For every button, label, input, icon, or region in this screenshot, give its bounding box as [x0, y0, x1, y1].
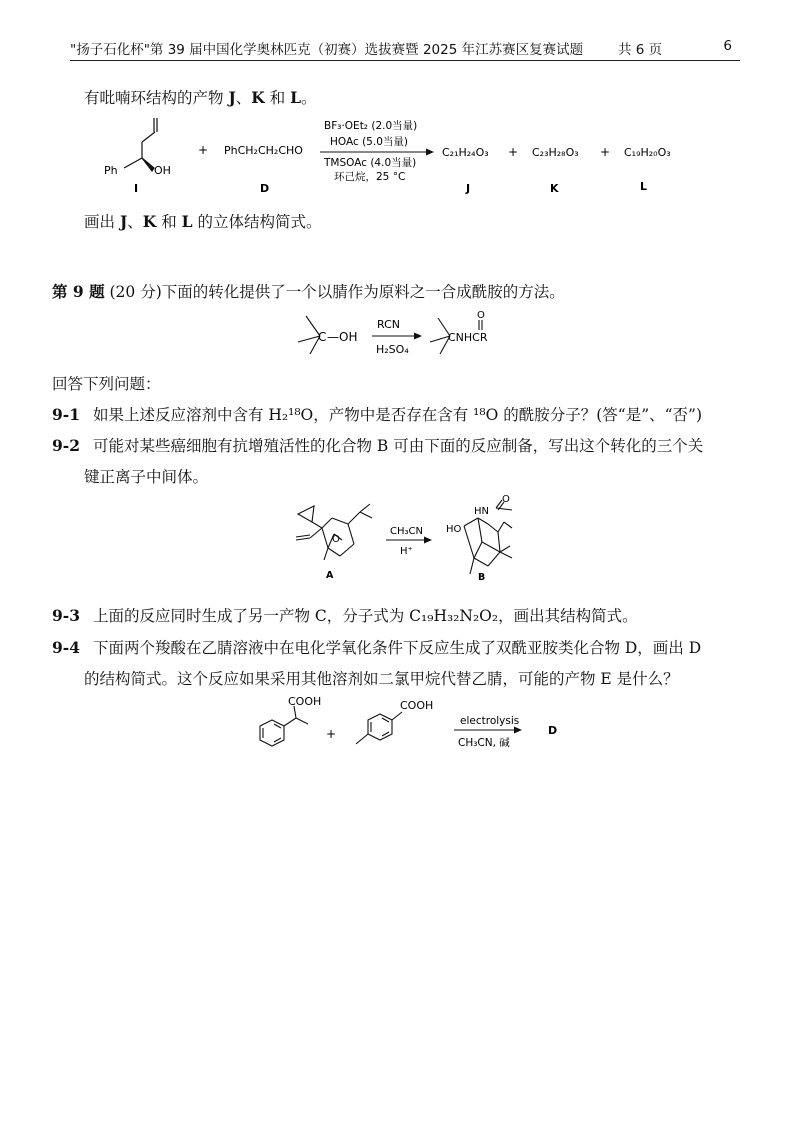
- reagent-electrolysis: electrolysis: [460, 715, 520, 727]
- tert-butanol-structure: [298, 316, 320, 354]
- question-9-4: 9-4 下面两个羧酸在乙腈溶液中在电化学氧化条件下反应生成了双酰亚胺类化合物 D，画出 D: [52, 638, 702, 657]
- product-d-label: D: [548, 724, 558, 737]
- reaction-arrow-2: [372, 333, 422, 340]
- reagent-acid: H⁺: [400, 546, 413, 557]
- draw-instruction: 画出 J、K 和 L 的立体结构简式。: [84, 212, 322, 231]
- reaction-1-scheme: [80, 112, 720, 200]
- question-9-2: 9-2 可能对某些癌细胞有抗增殖活性的化合物 B 可由下面的反应制备，写出这个转化的三个关: [52, 436, 704, 455]
- product-amide-nh: HN: [474, 506, 489, 517]
- condition-3: TMSOAc (4.0当量): [324, 157, 417, 169]
- question-9-3: 9-3 上面的反应同时生成了另一产物 C，分子式为 C₁₉H₃₂N₂O₂，画出其结构简式。: [52, 606, 638, 625]
- reactant-a-label: A: [326, 570, 334, 581]
- reactant-i-structure: [124, 118, 157, 171]
- hydroxyl-label: —OH: [327, 330, 358, 344]
- product-k-formula: C₂₃H₂₈O₃: [532, 146, 579, 159]
- carbonyl-oxygen: O: [477, 310, 485, 321]
- reaction-arrow-3: [386, 537, 432, 544]
- total-pages: 共 6 页: [618, 42, 663, 58]
- reagent-rcn: RCN: [377, 318, 401, 331]
- acid-1-cooh: COOH: [288, 695, 322, 708]
- product-j-formula: C₂₁H₂₄O₃: [442, 146, 489, 159]
- product-k-label: K: [550, 182, 559, 195]
- oh-label: OH: [154, 164, 171, 177]
- reaction-3-scheme: [284, 494, 524, 586]
- answer-prompt: 回答下列问题：: [52, 375, 161, 393]
- question-9-heading: 第 9 题 (20 分)下面的转化提供了一个以腈作为原料之一合成酰胺的方法。: [52, 282, 565, 301]
- reagent-h2so4: H₂SO₄: [376, 343, 409, 356]
- page-header: [70, 34, 740, 61]
- reaction-2-scheme: [290, 308, 520, 360]
- condition-4: 环己烷，25 °C: [334, 171, 406, 183]
- question-9-2-continued: 键正离子中间体。: [84, 468, 209, 486]
- question-9-4-continued: 的结构简式。这个反应如果采用其他溶剂如二氯甲烷代替乙腈，可能的产物 E 是什么？: [84, 670, 679, 688]
- epoxide-oxygen: O: [332, 534, 340, 545]
- reactant-i-label: I: [134, 182, 139, 195]
- condition-2: HOAc (5.0当量): [330, 136, 408, 148]
- acid-2-cooh: COOH: [400, 699, 434, 712]
- product-hydroxyl: HO: [446, 524, 462, 535]
- condition-1: BF₃·OEt₂ (2.0当量): [324, 120, 418, 132]
- question-9-1: 9-1 如果上述反应溶剂中含有 H₂¹⁸O，产物中是否存在含有 ¹⁸O 的酰胺分子？(答“是”、“否”): [52, 405, 703, 424]
- plus-sign-3: +: [600, 145, 611, 159]
- reaction-arrow-4: [454, 727, 522, 734]
- product-l-formula: C₁₉H₂₀O₃: [624, 146, 671, 159]
- reactant-d-label: D: [260, 182, 270, 195]
- plus-sign: +: [198, 143, 209, 157]
- product-l-label: L: [640, 180, 648, 193]
- page-number: 6: [723, 38, 732, 54]
- intro-line: 有吡喃环结构的产物 J、K 和 L。: [84, 88, 317, 107]
- amide-label: CNHCR: [448, 331, 488, 344]
- plus-sign-2: +: [508, 145, 519, 159]
- acid-2-structure: [356, 712, 402, 744]
- product-amide-oxygen: O: [502, 494, 510, 505]
- exam-title: "扬子石化杯"第 39 届中国化学奥林匹克（初赛）选拔赛暨 2025 年江苏赛区复赛试题: [70, 42, 584, 58]
- reaction-4-scheme: [238, 694, 578, 764]
- reactant-a-structure: [296, 504, 372, 560]
- reactant-d-formula: PhCH₂CH₂CHO: [224, 144, 303, 157]
- ph-label: Ph: [104, 164, 118, 177]
- product-j-label: J: [466, 182, 471, 195]
- reaction-arrow-1: [320, 149, 434, 156]
- plus-sign-4: +: [326, 727, 337, 741]
- carbon-label: C: [318, 330, 327, 344]
- acid-1-structure: [260, 706, 308, 746]
- product-b-label: B: [478, 572, 486, 583]
- reagent-solvent-base: CH₃CN, 碱: [458, 737, 510, 749]
- reagent-ch3cn: CH₃CN: [390, 526, 423, 537]
